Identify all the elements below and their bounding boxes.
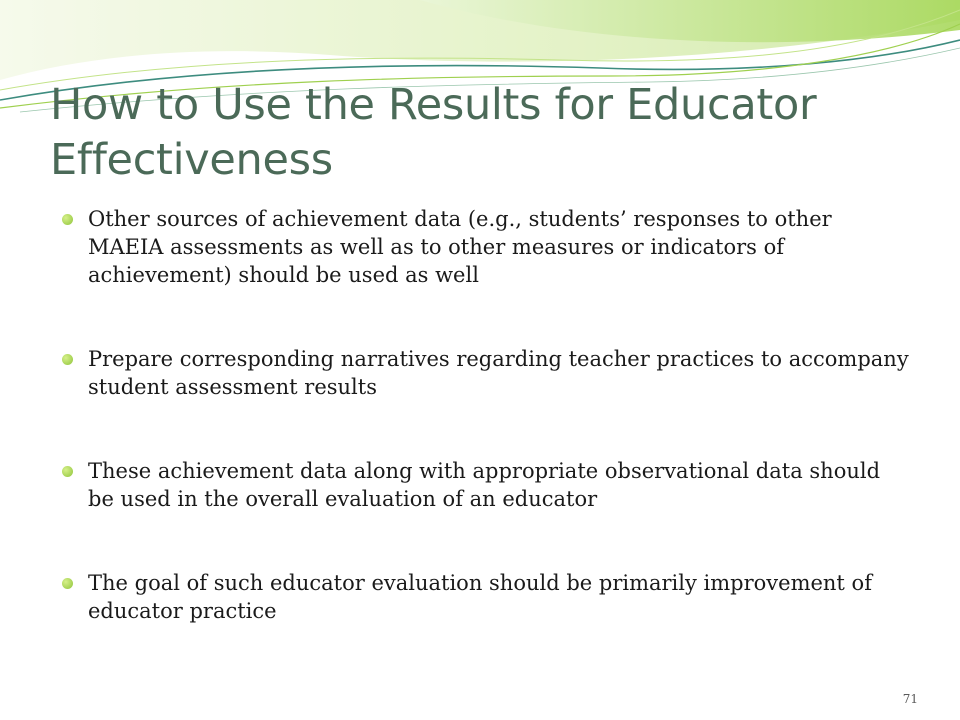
bullet-dot-icon: [62, 354, 73, 365]
bullet-item: [62, 457, 912, 513]
bullet-text: The goal of such educator evaluation should be primarily improvement of educator practice: [88, 571, 872, 623]
slide-title: How to Use the Results for Educator Effectiveness: [50, 80, 817, 185]
bullet-list: [62, 205, 912, 625]
bullet-dot-icon: [62, 466, 73, 477]
bullet-text: These achievement data along with appropriate observational data should be used in the overall evaluation of an educator: [88, 459, 881, 511]
bullet-item: [62, 205, 912, 289]
bullet-dot-icon: [62, 214, 73, 225]
page-number: 71: [902, 692, 918, 706]
bullet-item: [62, 345, 912, 401]
bullet-item: [62, 569, 912, 625]
bullet-text: Prepare corresponding narratives regarding teacher practices to accompany student assessment results: [88, 347, 909, 399]
bullet-text: Other sources of achievement data (e.g., students’ responses to other MAEIA assessments as well as to other measures or indicators of achievement) should be used as well: [88, 207, 832, 287]
bullet-dot-icon: [62, 578, 73, 589]
